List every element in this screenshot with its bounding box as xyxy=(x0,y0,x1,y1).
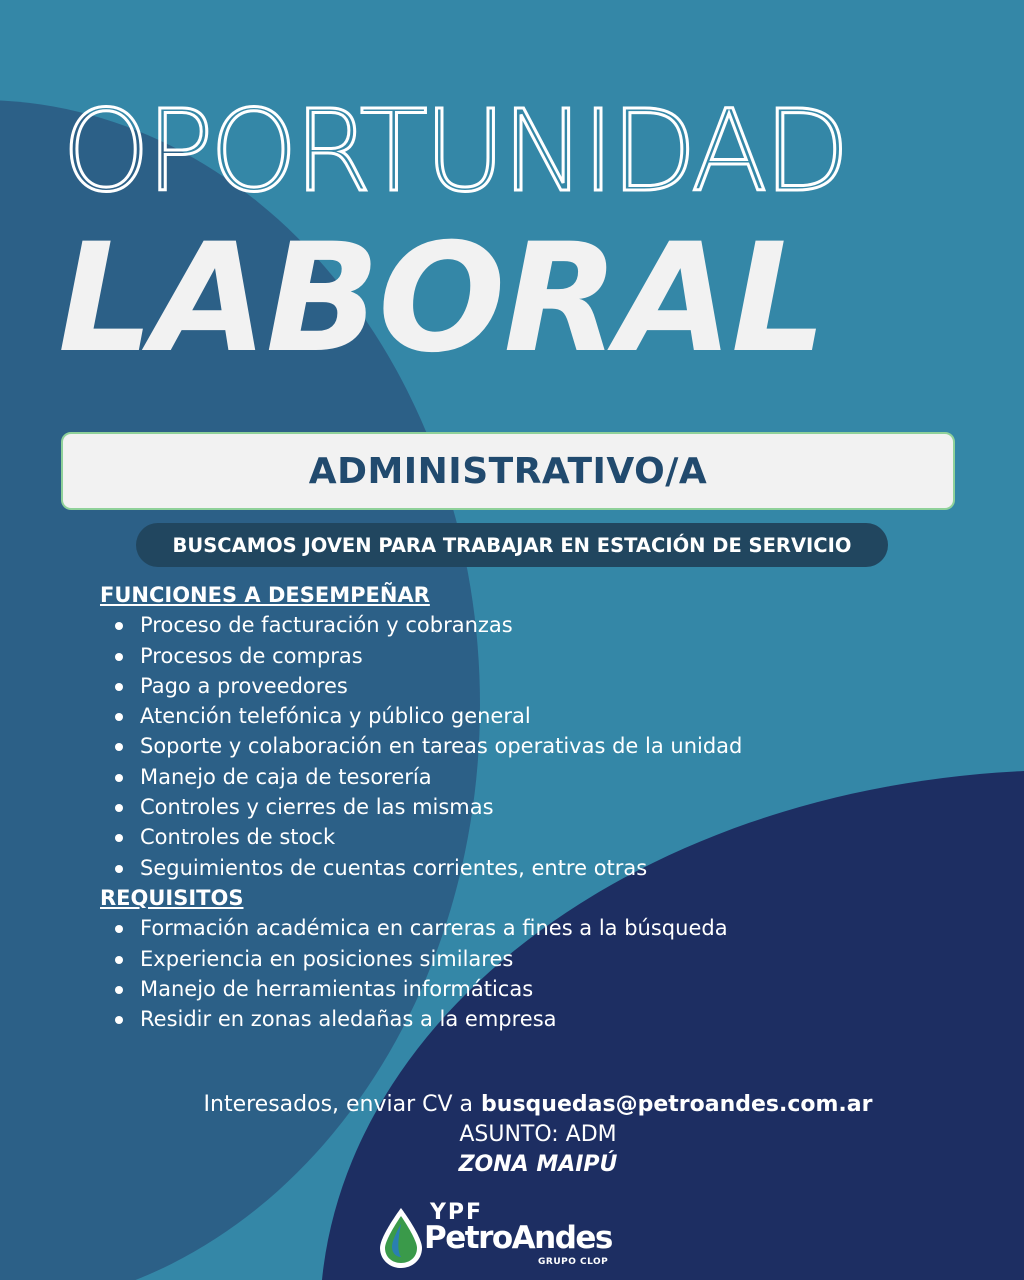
company-logo xyxy=(376,1200,636,1275)
functions-title: FUNCIONES A DESEMPEÑAR xyxy=(100,583,430,607)
position-banner xyxy=(61,432,955,510)
contact-line xyxy=(0,1090,1024,1120)
contact-zone: ZONA MAIPÚ xyxy=(458,1152,618,1177)
headline-line1: OPORTUNIDAD xyxy=(62,87,846,217)
contact-subject: ASUNTO: ADM xyxy=(459,1122,617,1147)
contact-email[interactable]: busquedas@petroandes.com.ar xyxy=(481,1092,873,1117)
requirements-title: REQUISITOS xyxy=(100,885,244,910)
tagline-text: BUSCAMOS JOVEN PARA TRABAJAR EN ESTACIÓN DE SERVICIO xyxy=(172,533,852,557)
list-item: Seguimientos de cuentas corrientes, entre otras xyxy=(100,853,920,883)
headline-line2: LABORAL xyxy=(58,212,825,386)
list-item: Procesos de compras xyxy=(100,641,920,671)
logo-group: GRUPO CLOP xyxy=(538,1257,609,1267)
contact-info xyxy=(0,1090,1024,1180)
tagline-pill xyxy=(136,523,888,567)
drop-logo-icon xyxy=(376,1206,426,1270)
list-item: Residir en zonas aledañas a la empresa xyxy=(100,1004,920,1034)
list-item: Experiencia en posiciones similares xyxy=(100,944,920,974)
list-item: Proceso de facturación y cobranzas xyxy=(100,610,920,640)
position-title: ADMINISTRATIVO/A xyxy=(308,450,708,492)
logo-brand: YPF xyxy=(430,1200,484,1225)
list-item: Soporte y colaboración en tareas operativas de la unidad xyxy=(100,731,920,761)
logo-name: PetroAndes xyxy=(424,1220,612,1256)
list-item: Atención telefónica y público general xyxy=(100,701,920,731)
list-item: Manejo de caja de tesorería xyxy=(100,762,920,792)
job-details xyxy=(100,580,920,1034)
list-item: Controles y cierres de las mismas xyxy=(100,792,920,822)
list-item: Manejo de herramientas informáticas xyxy=(100,974,920,1004)
list-item: Formación académica en carreras a fines a la búsqueda xyxy=(100,913,920,943)
list-item: Controles de stock xyxy=(100,822,920,852)
contact-prefix: Interesados, enviar CV a xyxy=(203,1092,474,1117)
functions-list xyxy=(100,610,920,883)
list-item: Pago a proveedores xyxy=(100,671,920,701)
requirements-list xyxy=(100,913,920,1034)
